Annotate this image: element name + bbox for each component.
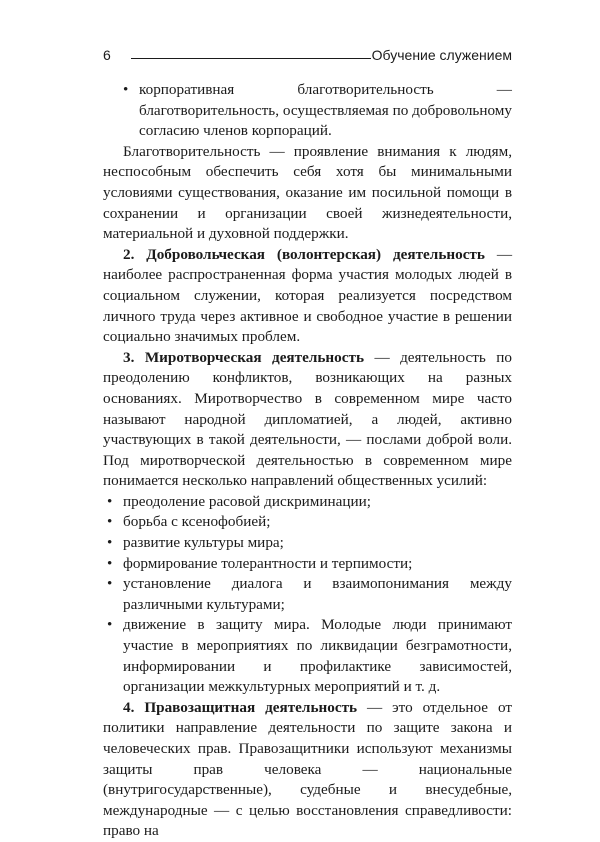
list-item: • борьба с ксенофобией; [103,512,512,533]
list-item: • корпоративная благотворительность — благотворительность, осуществляемая по добровольному согласию членов корпораций. [103,80,512,142]
running-title: Обучение служением [371,47,512,63]
page-number: 6 [103,47,111,63]
page-body [103,80,512,842]
list-item: • движение в защиту мира. Молодые люди принимают участие в мероприятиях по ликвидации безграмотности, информировании и профилактике зависимостей, организации межкультурных мероприятий и т. д. [103,615,512,697]
list-item: • формирование толерантности и терпимости; [103,554,512,575]
header-rule [131,58,371,59]
section-heading: 4. Правозащитная деятельность [123,698,358,716]
list-item: • установление диалога и взаимопонимания между различными культурами; [103,574,512,615]
page-header [103,41,512,67]
paragraph-text: — деятельность по преодолению конфликтов, возникающих на разных основаниях. Миротворчество в современном мире часто называют народной дипломатией, а людей, активно участвующих в такой деятельности, — послами доброй воли. Под миротворческой деятельностью в современном мире понимается несколько направлений общественных усилий: [103,348,512,490]
paragraph-text: — это отдельное от политики направление деятельности по защите закона и человеческих прав. Правозащитники используют механизмы защиты прав человека — национальные (внутригосударственные), судебные и внесудебные, международные — с целью восстановления справедливости: право на [103,698,512,840]
section-heading: 3. Миротворческая деятельность [123,348,364,366]
intro-bullet-list [103,80,512,142]
rights-paragraph [103,698,512,842]
volunteer-paragraph [103,245,512,348]
paragraph-text: — наиболее распространенная форма участия молодых людей в социальном служении, которая реализуется посредством личного труда через активное и свободное участие в решении социально значимых проблем. [103,245,512,346]
charity-paragraph: Благотворительность — проявление внимания к людям, неспособным обеспечить себя хотя бы минимальными условиями существования, оказание им посильной помощи в сохранении и организации своей жизнедеятельности, материальной и духовной поддержки. [103,142,512,243]
peace-paragraph [103,348,512,492]
peace-bullet-list [103,492,512,698]
list-item: • преодоление расовой дискриминации; [103,492,512,513]
section-heading: 2. Добровольческая (волонтерская) деятельность [123,245,485,263]
list-item: • развитие культуры мира; [103,533,512,554]
